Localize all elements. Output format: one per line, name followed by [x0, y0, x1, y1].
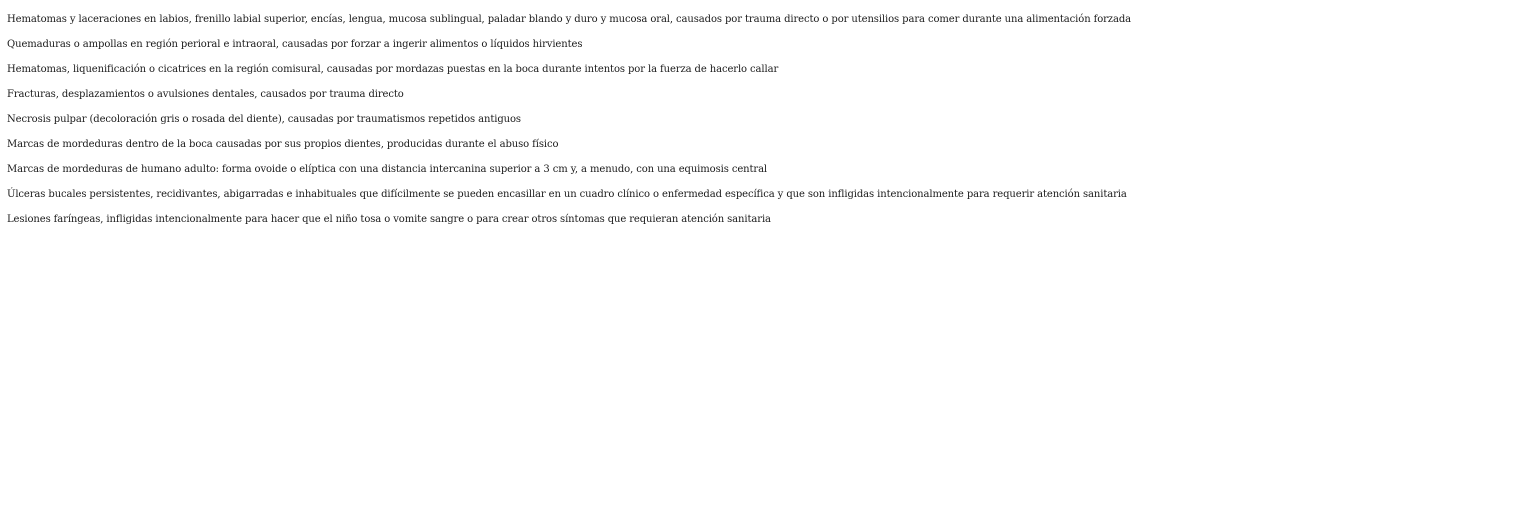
lesion-list [7, 7, 1527, 232]
list-item: Marcas de mordeduras dentro de la boca causadas por sus propios dientes, producidas durante el abuso físico [7, 139, 559, 150]
list-item: Hematomas y laceraciones en labios, frenillo labial superior, encías, lengua, mucosa sublingual, paladar blando y duro y mucosa oral, causados por trauma directo o por utensilios para comer durante una alimentación forzada [7, 14, 1132, 25]
list-item: Úlceras bucales persistentes, recidivantes, abigarradas e inhabituales que difícilmente se pueden encasillar en un cuadro clínico o enfermedad específica y que son infligidas intencionalmente para requerir atención sanitaria [7, 189, 1127, 200]
list-item: Necrosis pulpar (decoloración gris o rosada del diente), causadas por traumatismos repetidos antiguos [7, 114, 521, 125]
list-item: Hematomas, liquenificación o cicatrices en la región comisural, causadas por mordazas puestas en la boca durante intentos por la fuerza de hacerlo callar [7, 64, 779, 75]
list-item: Quemaduras o ampollas en región perioral e intraoral, causadas por forzar a ingerir alimentos o líquidos hirvientes [7, 39, 583, 50]
list-item: Marcas de mordeduras de humano adulto: forma ovoide o elíptica con una distancia intercanina superior a 3 cm y, a menudo, con una equimosis central [7, 164, 768, 175]
list-item: Lesiones faríngeas, infligidas intencionalmente para hacer que el niño tosa o vomite sangre o para crear otros síntomas que requieran atención sanitaria [7, 214, 771, 225]
list-item: Fracturas, desplazamientos o avulsiones dentales, causados por trauma directo [7, 89, 404, 100]
